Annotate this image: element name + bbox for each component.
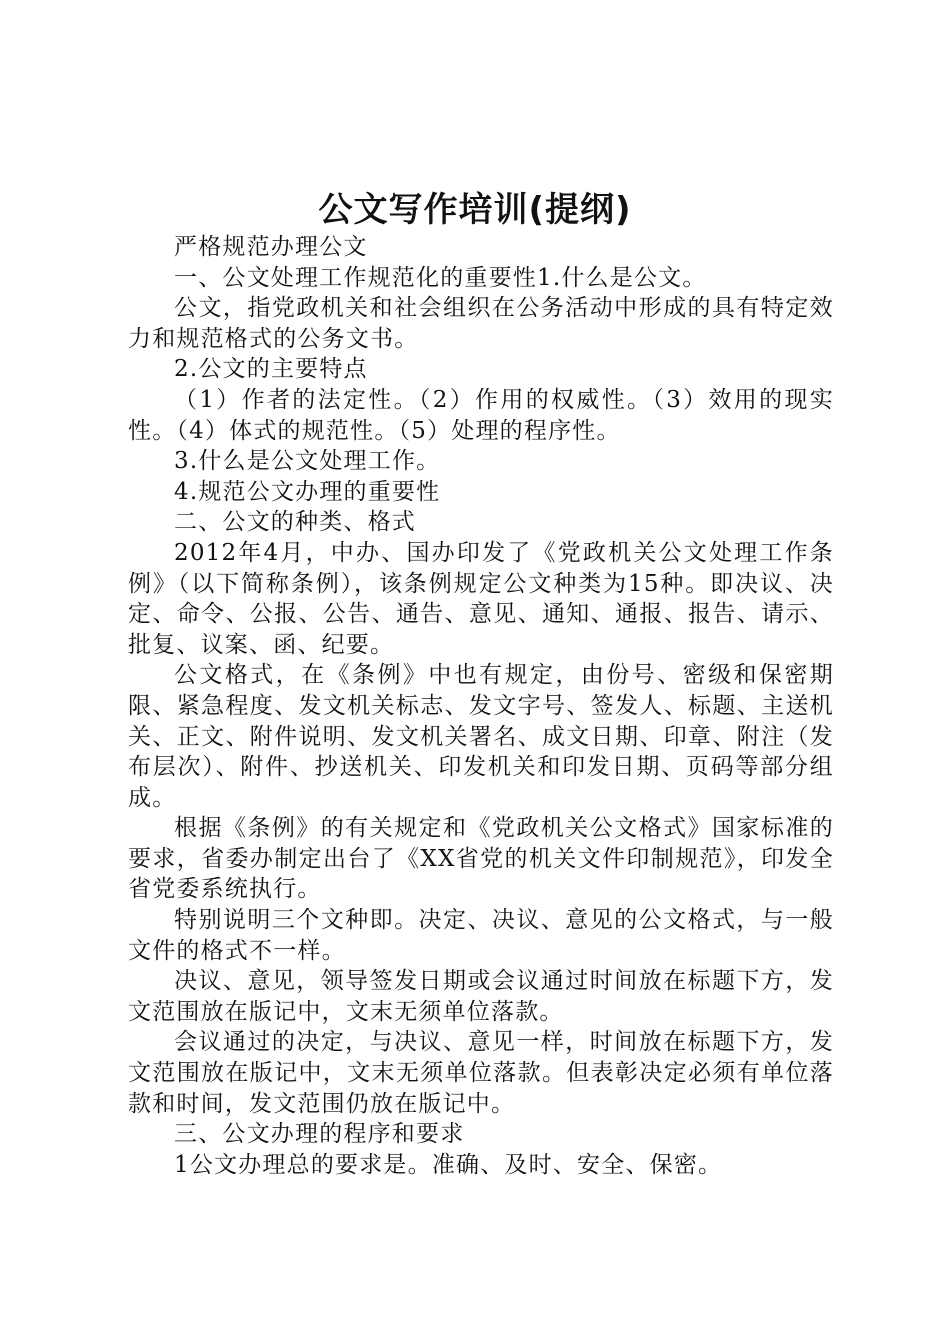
paragraph: 特别说明三个文种即。决定、决议、意见的公文格式，与一般文件的格式不一样。: [128, 907, 834, 964]
paragraph: 公文格式，在《条例》中也有规定，由份号、密级和保密期限、紧急程度、发文机关标志、发文字号、签发人、标题、主送机关、正文、附件说明、发文机关署名、成文日期、印章、附注（发布层次）、附件、抄送机关、印发机关和印发日期、页码等部分组成。: [128, 662, 834, 811]
paragraph: 1公文办理总的要求是。准确、及时、安全、保密。: [174, 1151, 723, 1178]
document-title: 公文写作培训(提纲): [318, 190, 632, 230]
paragraph: （1）作者的法定性。（2）作用的权威性。（3）效用的现实性。（4）体式的规范性。（5）处理的程序性。: [128, 386, 834, 444]
paragraph: 会议通过的决定，与决议、意见一样，时间放在标题下方，发文范围放在版记中，文末无须单位落款。但表彰决定必须有单位落款和时间，发文范围仍放在版记中。: [128, 1029, 834, 1117]
paragraph: 公文，指党政机关和社会组织在公务活动中形成的具有特定效力和规范格式的公务文书。: [128, 295, 834, 352]
paragraph: 3.什么是公文处理工作。: [174, 448, 441, 475]
paragraph: 一、公文处理工作规范化的重要性1.什么是公文。: [174, 264, 707, 291]
paragraph: 二、公文的种类、格式: [174, 509, 416, 536]
paragraph: 根据《条例》的有关规定和《党政机关公文格式》国家标准的要求，省委办制定出台了《XX省党的机关文件印制规范》，印发全省党委系统执行。: [128, 815, 834, 903]
paragraph: 4.规范公文办理的重要性: [174, 478, 441, 505]
paragraph: 严格规范办理公文: [174, 234, 368, 260]
paragraph: 2.公文的主要特点: [174, 356, 368, 383]
paragraph: 决议、意见，领导签发日期或会议通过时间放在标题下方，发文范围放在版记中，文末无须单位落款。: [128, 968, 834, 1025]
document-body: [128, 232, 834, 1180]
paragraph: 三、公文办理的程序和要求: [174, 1121, 465, 1148]
paragraph: 2012年4月，中办、国办印发了《党政机关公文处理工作条例》（以下简称条例），该条例规定公文种类为15种。即决议、决定、命令、公报、公告、通告、意见、通知、通报、报告、请示、批复、议案、函、纪要。: [128, 539, 834, 658]
